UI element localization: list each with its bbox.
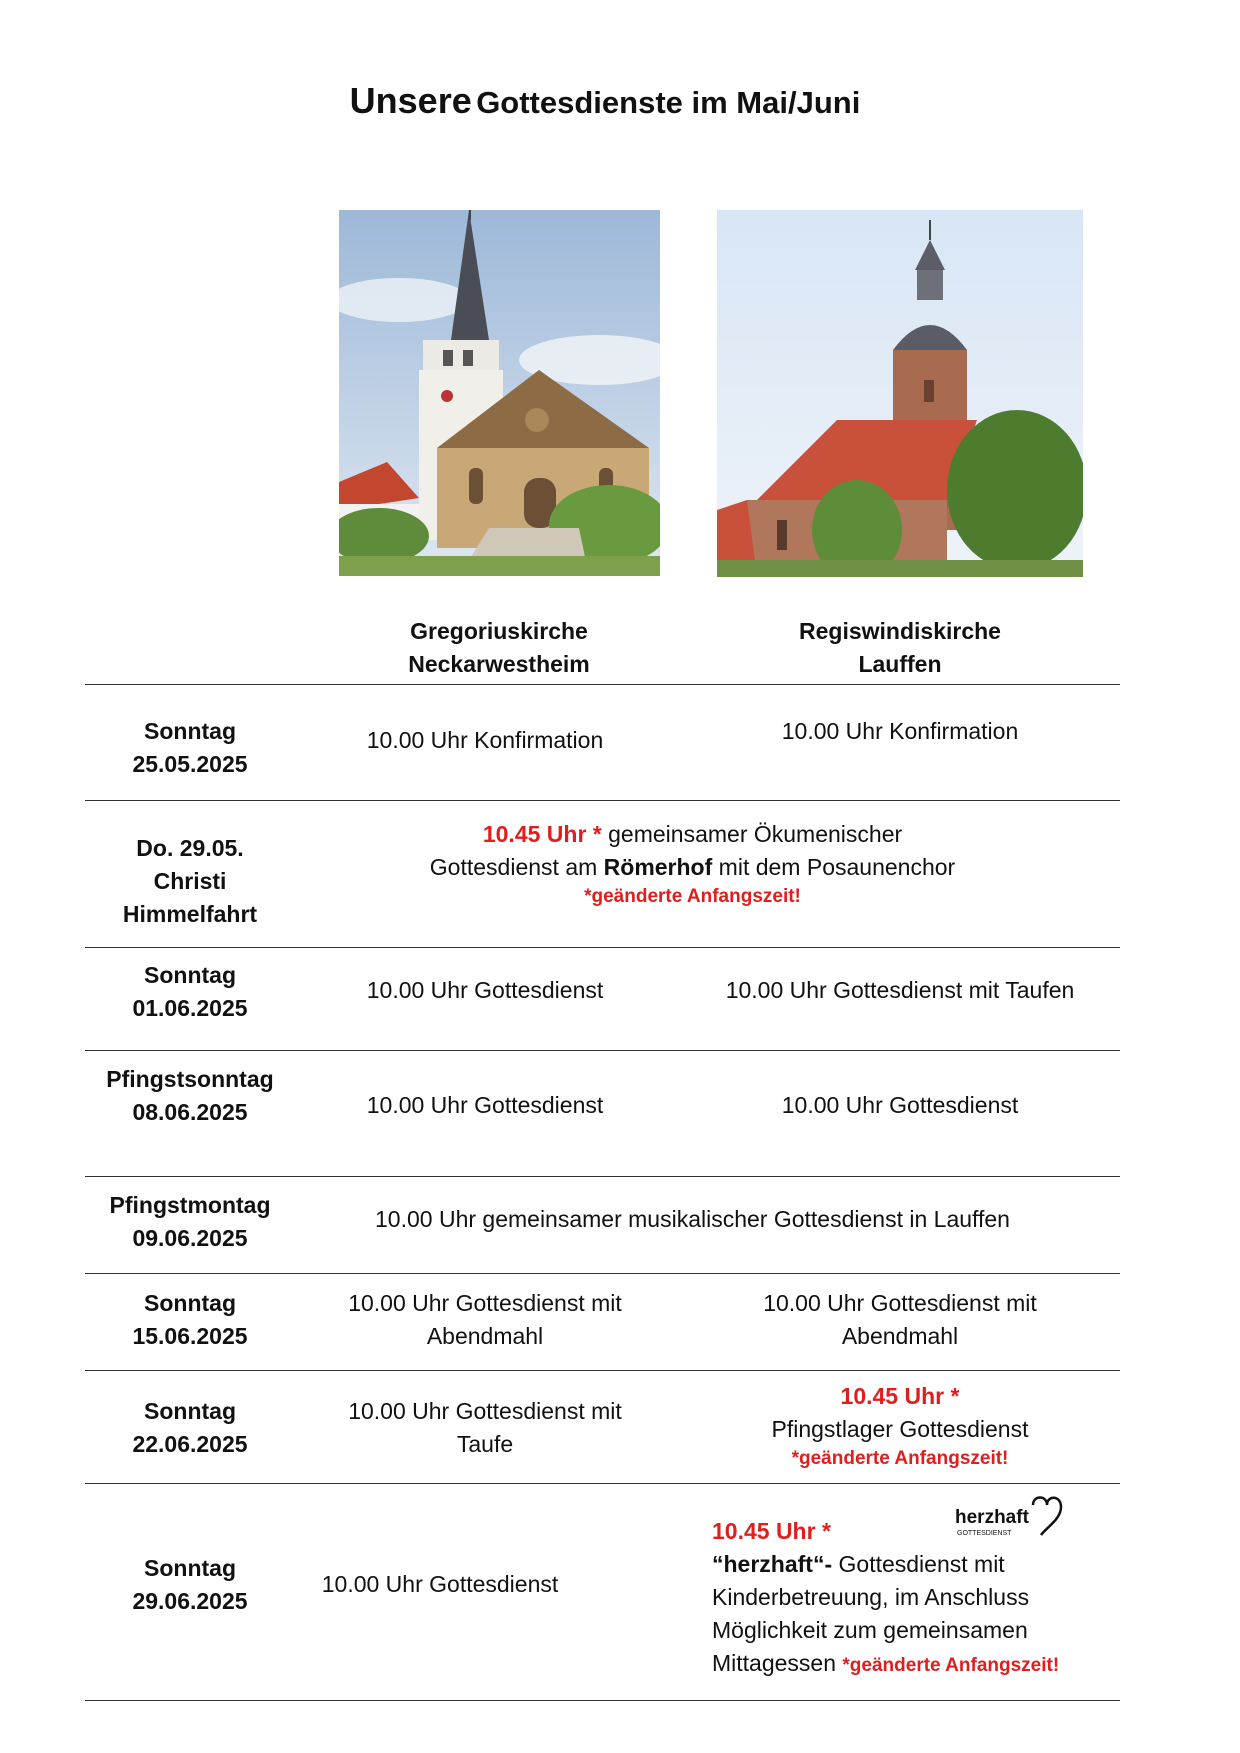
table-row: [85, 1273, 1120, 1370]
joint-service: 10.00 Uhr gemeinsamer musikalischer Gottesdienst in Lauffen: [375, 1206, 1010, 1232]
service-regiswindiskirche: 10.00 Uhr Konfirmation: [781, 718, 1019, 744]
service-date: Pfingstsonntag 08.06.2025: [106, 1066, 274, 1125]
table-row: [85, 1483, 1120, 1700]
service-regiswindiskirche: 10.45 Uhr * Pfingstlager Gottesdienst *geänderte Anfangszeit!: [740, 1380, 1060, 1472]
page-title: [0, 80, 1210, 122]
table-row: [85, 1050, 1120, 1176]
service-gregoriuskirche: 10.00 Uhr Gottesdienst: [366, 977, 604, 1003]
logo-word: herzhaft: [955, 1507, 1029, 1528]
service-regiswindiskirche: 10.00 Uhr Gottesdienst mit Abendmahl: [763, 1290, 1037, 1349]
joint-service: 10.45 Uhr * gemeinsamer Ökumenischer Gottesdienst am Römerhof mit dem Posaunenchor *geänderte Anfangszeit!: [325, 818, 1060, 910]
church-photo-regiswindiskirche: [717, 210, 1083, 577]
service-gregoriuskirche: 10.00 Uhr Gottesdienst: [321, 1571, 559, 1597]
church-photo-gregoriuskirche: [339, 210, 660, 576]
place-name: Römerhof: [603, 854, 713, 880]
church-name: Regiswindiskirche: [799, 618, 1001, 644]
herzhaft-logo: [955, 1493, 1065, 1541]
changed-time-note: *geänderte Anfangszeit!: [584, 886, 801, 907]
column-header-regiswindiskirche: [740, 615, 1060, 681]
table-row: [85, 800, 1120, 947]
service-gregoriuskirche: 10.00 Uhr Gottesdienst mit Abendmahl: [348, 1290, 622, 1349]
table-row: [85, 684, 1120, 800]
service-regiswindiskirche: 10.45 Uhr * “herzhaft“- Gottesdienst mit Kinderbetreuung, im Anschluss Möglichkeit zum gemeinsamen Mittagessen *geänderte Anfangszeit!: [712, 1515, 1112, 1682]
table-row: [85, 1370, 1120, 1483]
service-gregoriuskirche: 10.00 Uhr Konfirmation: [366, 727, 604, 753]
title-first-word: Unsere: [349, 80, 472, 121]
service-gregoriuskirche: 10.00 Uhr Gottesdienst mit Taufe: [348, 1398, 622, 1457]
column-header-gregoriuskirche: [339, 615, 659, 681]
church-place: Neckarwestheim: [408, 651, 590, 677]
divider: [85, 1700, 1120, 1701]
table-row: [85, 1176, 1120, 1273]
service-date: Pfingstmontag 09.06.2025: [109, 1192, 271, 1251]
logo-sub: GOTTESDIENST: [957, 1530, 1012, 1537]
table-row: [85, 947, 1120, 1050]
service-date: Sonntag 15.06.2025: [132, 1290, 248, 1349]
service-time: 10.45 Uhr *: [712, 1518, 831, 1544]
church-name: Gregoriuskirche: [410, 618, 588, 644]
church-place: Lauffen: [858, 651, 942, 677]
service-date: Sonntag 22.06.2025: [132, 1398, 248, 1457]
service-regiswindiskirche: 10.00 Uhr Gottesdienst: [781, 1092, 1019, 1118]
service-date: Do. 29.05. Christi Himmelfahrt: [122, 835, 258, 927]
service-date: Sonntag 25.05.2025: [132, 718, 248, 777]
service-time: 10.45 Uhr *: [840, 1383, 960, 1409]
service-date: Sonntag 01.06.2025: [132, 962, 248, 1021]
service-date: Sonntag 29.06.2025: [132, 1555, 248, 1614]
service-regiswindiskirche: 10.00 Uhr Gottesdienst mit Taufen: [725, 977, 1075, 1003]
changed-time-note: *geänderte Anfangszeit!: [791, 1448, 1009, 1469]
service-time: 10.45 Uhr *: [482, 821, 602, 847]
title-rest: Gottesdienste im Mai/Juni: [476, 85, 861, 120]
changed-time-note: *geänderte Anfangszeit!: [842, 1655, 1060, 1676]
service-gregoriuskirche: 10.00 Uhr Gottesdienst: [366, 1092, 604, 1118]
